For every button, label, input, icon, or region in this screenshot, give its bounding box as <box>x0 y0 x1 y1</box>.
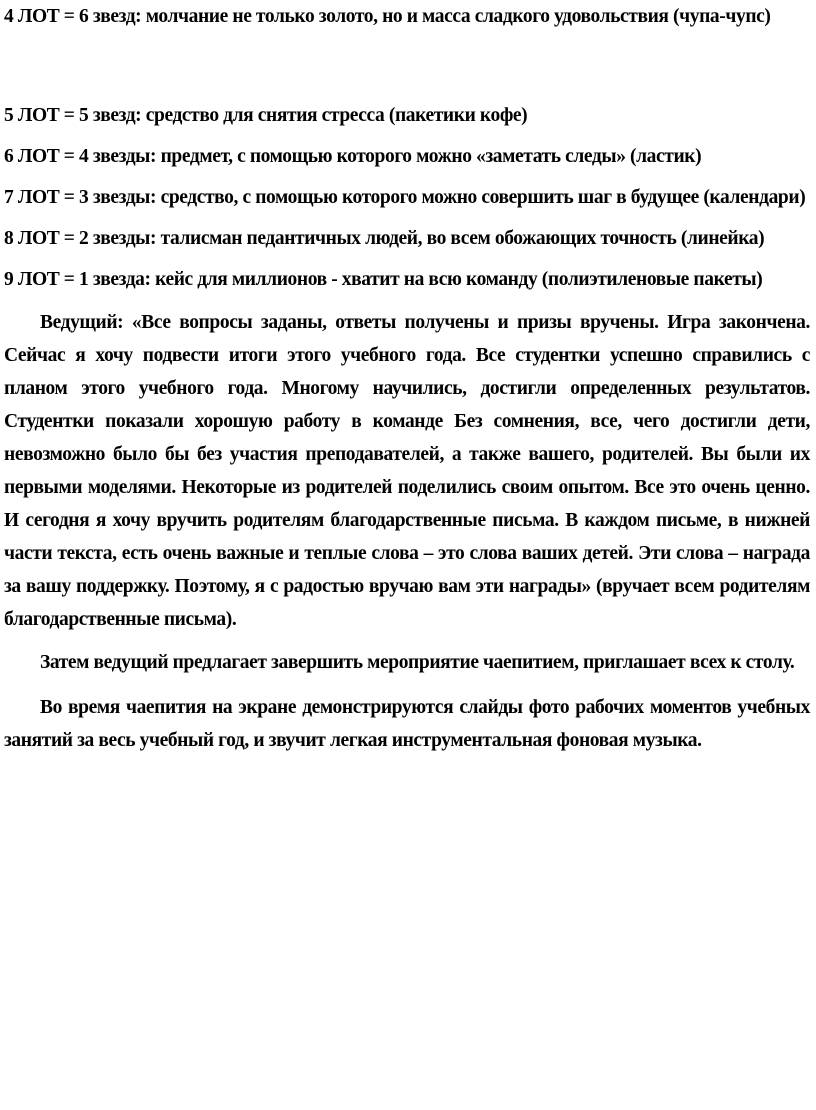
lot-8-paragraph: 8 ЛОТ = 2 звезды: талисман педантичных людей, во всем обожающих точность (линейка) <box>4 228 765 249</box>
lot-9-paragraph: 9 ЛОТ = 1 звезда: кейс для миллионов - хватит на всю команду (полиэтиленовые пакеты) <box>4 269 763 290</box>
tea-paragraph: Во время чаепития на экране демонстрируются слайды фото рабочих моментов учебных занятий за весь учебный год, и звучит легкая инструментальная фоновая музыка. <box>4 697 810 751</box>
host-speech-paragraph <box>4 306 810 636</box>
lot-4-paragraph: 4 ЛОТ = 6 звезд: молчание не только золото, но и масса сладкого удовольствия (чупа-чупс) <box>4 6 771 27</box>
lot-7-paragraph: 7 ЛОТ = 3 звезды: средство, с помощью которого можно совершить шаг в будущее (календари) <box>4 187 806 208</box>
lot-5-paragraph: 5 ЛОТ = 5 звезд: средство для снятия стресса (пакетики кофе) <box>4 105 528 126</box>
closing-paragraph: Затем ведущий предлагает завершить мероприятие чаепитием, приглашает всех к столу. <box>40 652 795 673</box>
lot-6-paragraph: 6 ЛОТ = 4 звезды: предмет, с помощью которого можно «заметать следы» (ластик) <box>4 146 702 167</box>
speaker-label: Ведущий: <box>40 312 124 333</box>
host-speech-text: «Все вопросы заданы, ответы получены и призы вручены. Игра закончена. Сейчас я хочу подвести итоги этого учебного года. Все студентки успешно справились с планом этого учебного года. Многому научились, достигли определенных результатов. Студентки показали хорошую работу в команде Без сомнения, все, чего достигли дети, невозможно было бы без участия преподавателей, а также вашего, родителей. Вы были их первыми моделями. Некоторые из родителей поделились своим опытом. Все это очень ценно. И сегодня я хочу вручить родителям благодарственные письма. В каждом письме, в нижней части текста, есть очень важные и теплые слова – это слова ваших детей. Эти слова – награда за вашу поддержку. Поэтому, я с радостью вручаю вам эти награды» (вручает всем родителям благодарственные письма). <box>4 312 810 630</box>
